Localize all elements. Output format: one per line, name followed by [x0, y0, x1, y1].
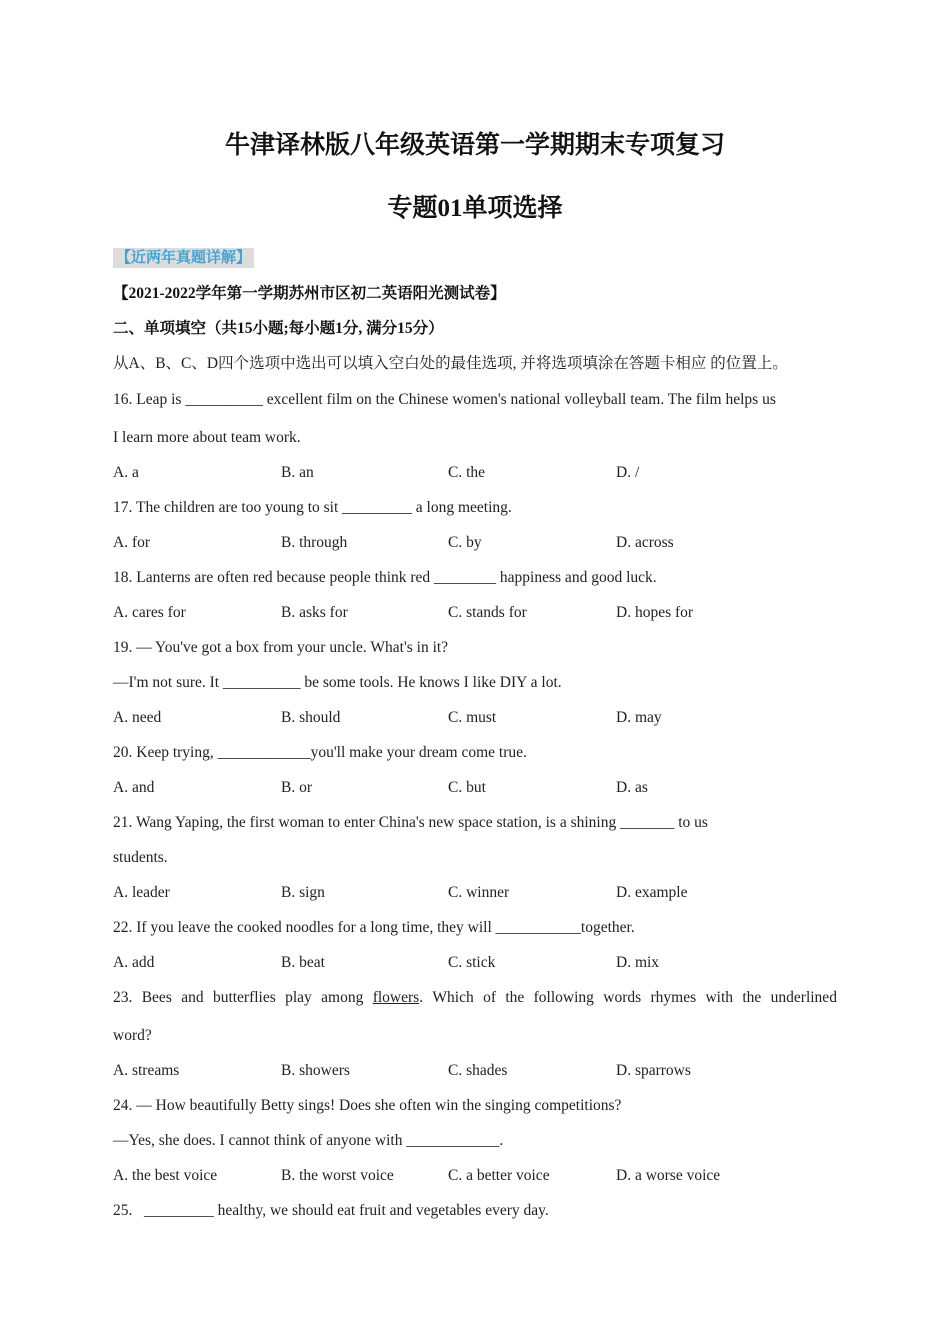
option-d: D. a worse voice — [616, 1167, 721, 1184]
word: play — [285, 989, 312, 1006]
word: Which — [432, 989, 474, 1006]
section-tag: 【近两年真题详解】 — [113, 248, 254, 268]
question-16-cont: I learn more about team work. — [113, 429, 301, 446]
option-a: A. leader — [113, 884, 170, 901]
word: 23. — [113, 989, 133, 1006]
document-title: 牛津译林版八年级英语第一学期期末专项复习 — [224, 132, 725, 159]
word: rhymes — [650, 989, 697, 1006]
word: following — [533, 989, 594, 1006]
option-a: A. and — [113, 779, 155, 796]
option-a: A. a — [113, 464, 139, 481]
option-d: D. / — [616, 464, 640, 481]
option-d: D. across — [616, 534, 674, 551]
question-20: 20. Keep trying, ____________you'll make your dream come true. — [113, 744, 527, 761]
option-a: A. streams — [113, 1062, 180, 1079]
option-d: D. may — [616, 709, 662, 726]
option-b: B. showers — [281, 1062, 350, 1079]
option-c: C. by — [448, 534, 482, 551]
word: butterflies — [212, 989, 276, 1006]
option-b: B. sign — [281, 884, 325, 901]
option-c: C. shades — [448, 1062, 508, 1079]
document-subtitle: 专题01单项选择 — [387, 195, 563, 222]
option-d: D. as — [616, 779, 648, 796]
option-c: C. but — [448, 779, 486, 796]
option-d: D. example — [616, 884, 688, 901]
question-24: 24. — How beautifully Betty sings! Does she often win the singing competitions? — [113, 1097, 622, 1114]
question-21: 21. Wang Yaping, the first woman to enter China's new space station, is a shining _______ to us — [113, 814, 708, 831]
option-b: B. through — [281, 534, 348, 551]
option-d: D. mix — [616, 954, 660, 971]
question-19-cont: —I'm not sure. It __________ be some tools. He knows I like DIY a lot. — [113, 674, 562, 691]
option-d: D. hopes for — [616, 604, 694, 621]
question-23-cont: word? — [113, 1027, 152, 1044]
option-d: D. sparrows — [616, 1062, 691, 1079]
option-c: C. stands for — [448, 604, 527, 621]
question-19: 19. — You've got a box from your uncle. What's in it? — [113, 639, 449, 656]
option-c: C. winner — [448, 884, 510, 901]
question-17: 17. The children are too young to sit _________ a long meeting. — [113, 499, 512, 516]
exam-title: 【2021-2022学年第一学期苏州市区初二英语阳光测试卷】 — [113, 285, 506, 302]
option-b: B. an — [281, 464, 314, 481]
option-b: B. beat — [281, 954, 325, 971]
question-25: 25. _________ healthy, we should eat fruit and vegetables every day. — [113, 1202, 549, 1219]
word: Bees — [141, 989, 172, 1006]
word: the — [505, 989, 525, 1006]
option-b: B. asks for — [281, 604, 348, 621]
option-b: B. or — [281, 779, 312, 796]
question-21-cont: students. — [113, 849, 168, 866]
option-a: A. cares for — [113, 604, 186, 621]
word: with — [705, 989, 734, 1006]
word: underlined — [770, 989, 837, 1006]
instruction-text: 从A、B、C、D四个选项中选出可以填入空白处的最佳选项, 并将选项填涂在答题卡相应 的位置上。 — [113, 355, 788, 372]
option-b: B. should — [281, 709, 341, 726]
word: words — [603, 989, 642, 1006]
question-16: 16. Leap is __________ excellent film on the Chinese women's national volleyball team. The film helps us — [113, 391, 776, 408]
word: and — [181, 989, 204, 1006]
question-24-cont: —Yes, she does. I cannot think of anyone with ____________. — [113, 1132, 504, 1149]
word: the — [742, 989, 762, 1006]
option-b: B. the worst voice — [281, 1167, 394, 1184]
part-heading: 二、单项填空（共15小题;每小题1分, 满分15分） — [113, 320, 444, 337]
question-18: 18. Lanterns are often red because people think red ________ happiness and good luck. — [113, 569, 657, 586]
question-22: 22. If you leave the cooked noodles for a long time, they will ___________together. — [113, 919, 635, 936]
question-23 — [113, 988, 837, 1008]
option-c: C. stick — [448, 954, 496, 971]
option-a: A. need — [113, 709, 162, 726]
word: among — [321, 989, 364, 1006]
option-a: A. for — [113, 534, 151, 551]
underlined-word: flowers. — [372, 989, 424, 1006]
word: of — [483, 989, 496, 1006]
option-a: A. add — [113, 954, 155, 971]
option-c: C. the — [448, 464, 486, 481]
option-a: A. the best voice — [113, 1167, 218, 1184]
option-c: C. a better voice — [448, 1167, 550, 1184]
option-c: C. must — [448, 709, 497, 726]
